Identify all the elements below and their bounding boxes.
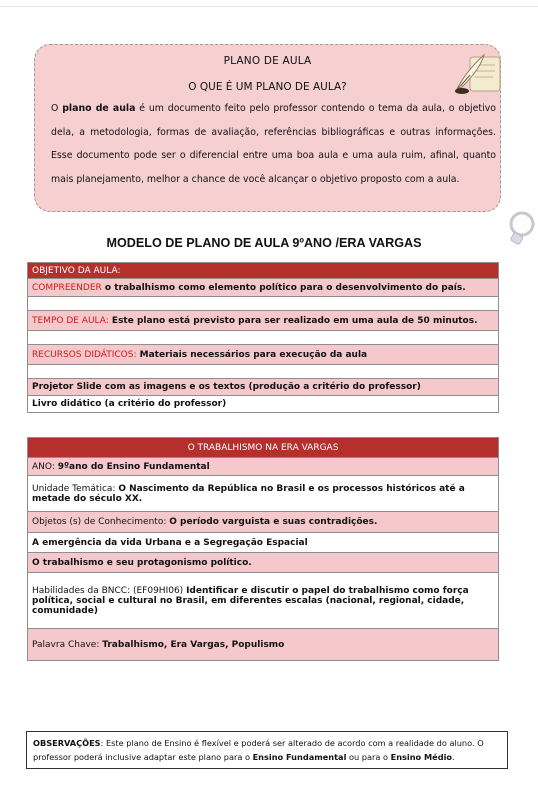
recursos-row: RECURSOS DIDÁTICOS: Materiais necessários para execução da aula	[28, 345, 499, 365]
objeto-row: A emergência da vida Urbana e a Segregação Espacial	[28, 533, 499, 553]
compreender-row: COMPREENDER o trabalhismo como elemento político para o desenvolvimento do país.	[28, 279, 499, 297]
intro-question: O QUE É UM PLANO DE AULA?	[188, 81, 347, 93]
intro-paragraph: O plano de aula é um documento feito pelo professor contendo o tema da aula, o objetivo dela, a metodologia, formas de avaliação, referências bibliográficas e outras informações. Esse documento pode ser o diferencial entre uma boa aula e uma aula ruim, afinal, quanto mais planejamento, melhor a chance de você alcançar o objetivo proposto com a aula.	[51, 103, 496, 185]
top-divider	[0, 6, 538, 7]
objetivo-header: OBJETIVO DA AULA:	[28, 263, 499, 279]
blank-row	[28, 365, 499, 379]
tempo-row: TEMPO DE AULA: Este plano está previsto para ser realizado em uma aula de 50 minutos.	[28, 311, 499, 331]
observacoes-box: OBSERVAÇÕES: Este plano de Ensino é flexível e poderá ser alterado de acordo com a realidade do aluno. O professor poderá inclusive adaptar este plano para o Ensino Fundamental ou para o Ensino Médio.	[26, 731, 508, 769]
ano-row: ANO: 9ºano do Ensino Fundamental	[28, 458, 499, 476]
recurso-item: Livro didático (a critério do professor)	[28, 396, 499, 413]
intro-box	[34, 44, 501, 212]
objetivo-table	[27, 262, 499, 413]
objeto-row: O trabalhismo e seu protagonismo político.	[28, 553, 499, 573]
intro-title: PLANO DE AULA	[223, 55, 312, 67]
era-vargas-header: O TRABALHISMO NA ERA VARGAS	[28, 438, 499, 458]
era-vargas-table	[27, 437, 499, 661]
habilidades-row: Habilidades da BNCC: (EF09HI06) Identificar e discutir o papel do trabalhismo como força política, social e cultural no Brasil, em diferentes escalas (nacional, regional, cidade, comunidade)	[28, 573, 499, 629]
recurso-item: Projetor Slide com as imagens e os textos (produção a critério do professor)	[28, 379, 499, 396]
unidade-row: Unidade Temática: O Nascimento da República no Brasil e os processos históricos até a metade do século XX.	[28, 476, 499, 512]
model-title: MODELO DE PLANO DE AULA 9ºANO /ERA VARGAS	[106, 236, 422, 250]
blank-row	[28, 331, 499, 345]
blank-row	[28, 297, 499, 311]
palavra-chave-row: Palavra Chave: Trabalhismo, Era Vargas, Populismo	[28, 629, 499, 661]
objetos-row: Objetos (s) de Conhecimento: O período varguista e suas contradições.	[28, 512, 499, 533]
